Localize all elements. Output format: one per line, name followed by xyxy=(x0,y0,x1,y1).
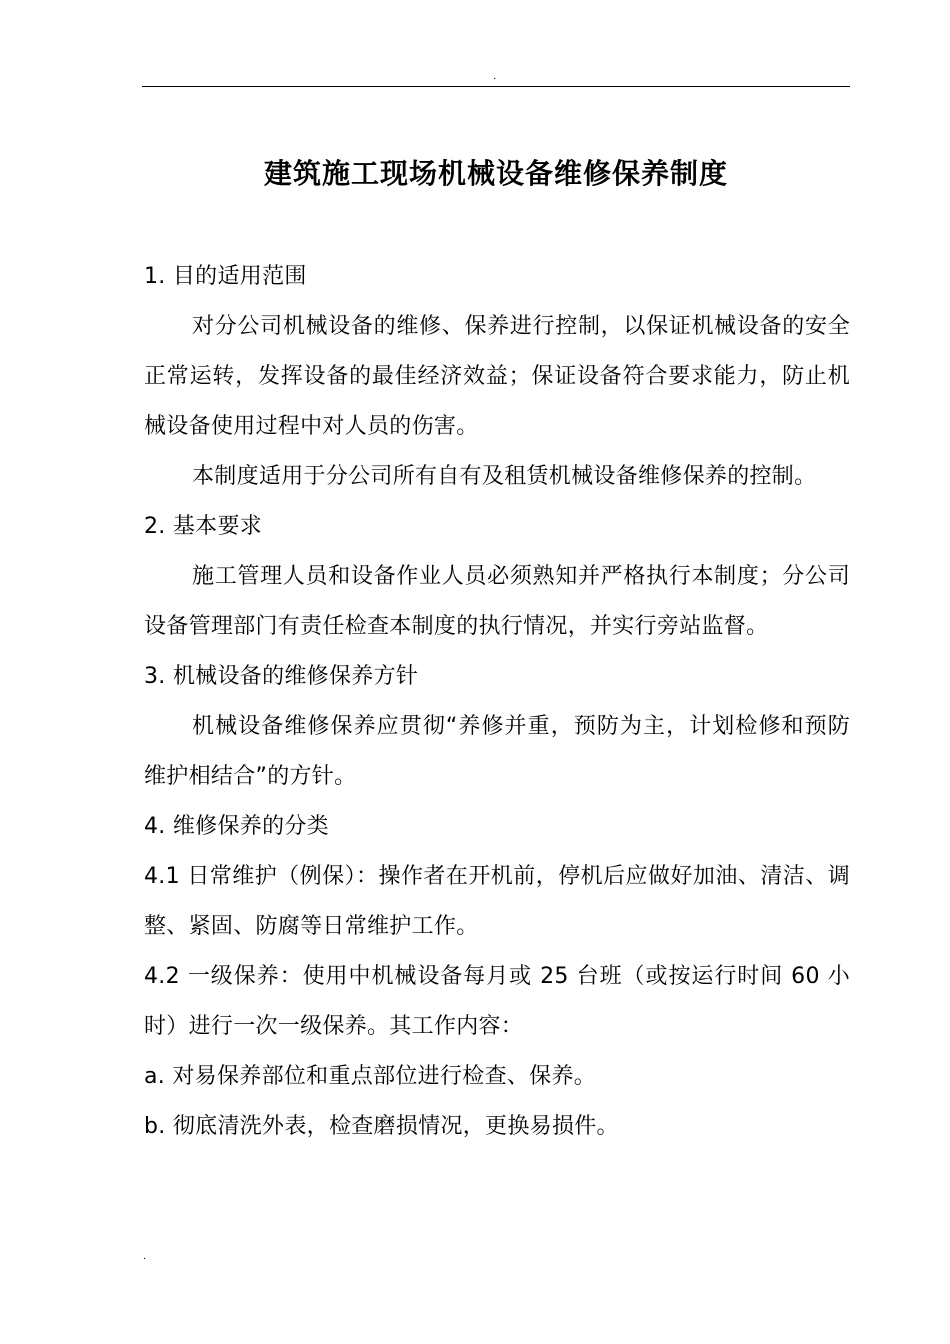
section-2-paragraph: 施工管理人员和设备作业人员必须熟知并严格执行本制度；分公司设备管理部门有责任检查本制度的执行情况，并实行旁站监督。 xyxy=(144,564,850,639)
section-1-paragraph: 对分公司机械设备的维修、保养进行控制，以保证机械设备的安全正常运转，发挥设备的最佳经济效益；保证设备符合要求能力，防止机械设备使用过程中对人员的伤害。 xyxy=(144,314,850,439)
section-4-2-paragraph: 4.2 一级保养：使用中机械设备每月或 25 台班（或按运行时间 60 小时）进行一次一级保养。其工作内容： xyxy=(144,964,850,1039)
header-mark: . xyxy=(493,71,497,82)
section-1-scope-paragraph: 本制度适用于分公司所有自有及租赁机械设备维修保养的控制。 xyxy=(192,464,817,489)
section-2-heading: 2. 基本要求 xyxy=(144,514,263,539)
section-3-paragraph: 机械设备维修保养应贯彻“养修并重，预防为主，计划检修和预防维护相结合”的方针。 xyxy=(144,714,850,789)
document-body xyxy=(144,252,850,1152)
list-item-a: a. 对易保养部位和重点部位进行检查、保养。 xyxy=(144,1064,597,1089)
list-item-b: b. 彻底清洗外表，检查磨损情况，更换易损件。 xyxy=(144,1114,619,1139)
section-1-heading: 1. 目的适用范围 xyxy=(144,264,307,289)
section-4-1-paragraph: 4.1 日常维护（例保）：操作者在开机前，停机后应做好加油、清洁、调整、紧固、防腐等日常维护工作。 xyxy=(144,864,850,939)
document-title: 建筑施工现场机械设备维修保养制度 xyxy=(263,157,728,190)
section-3-heading: 3. 机械设备的维修保养方针 xyxy=(144,664,419,689)
footer-mark: . xyxy=(143,1251,147,1262)
header-rule xyxy=(142,86,850,87)
section-4-heading: 4. 维修保养的分类 xyxy=(144,814,329,839)
